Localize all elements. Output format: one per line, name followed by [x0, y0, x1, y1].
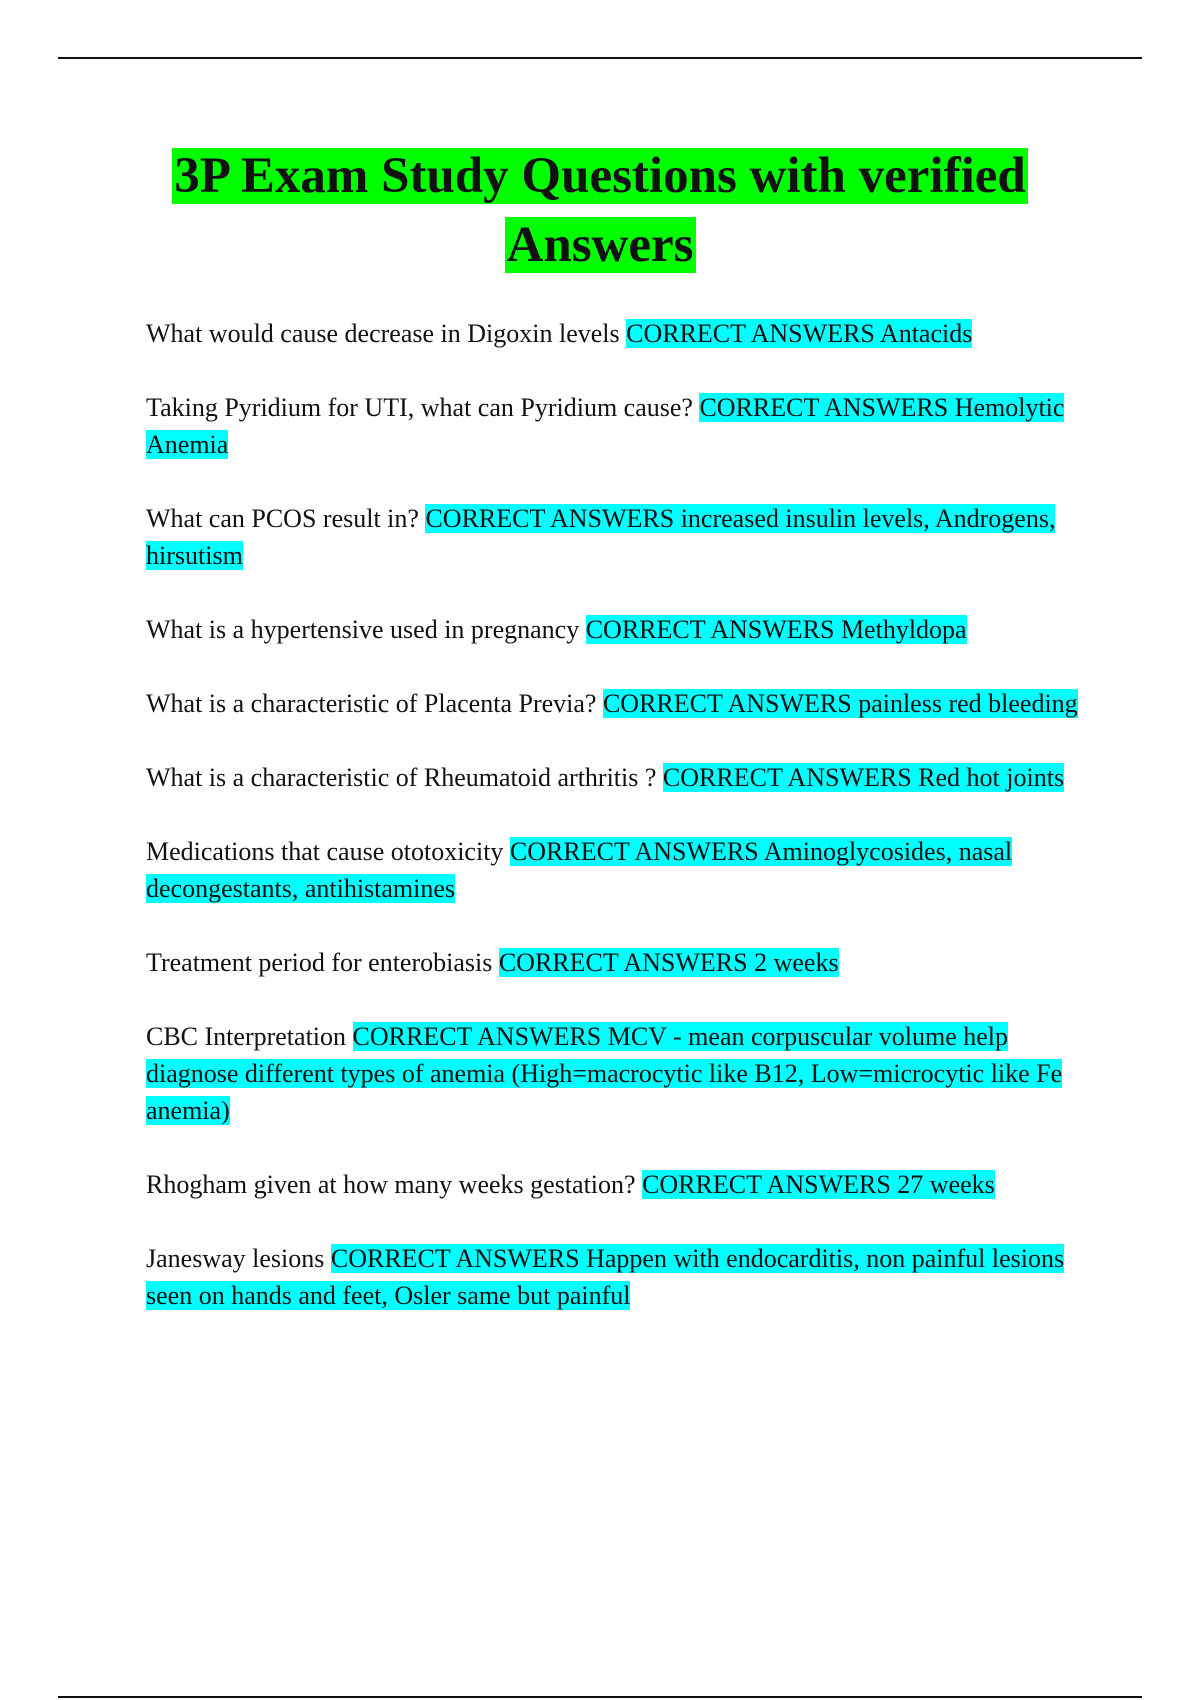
answer-text: CORRECT ANSWERS Antacids	[626, 319, 973, 348]
question-text: Medications that cause ototoxicity	[146, 837, 504, 866]
qa-item	[146, 315, 1091, 352]
title-line-1: 3P Exam Study Questions with verified	[174, 148, 1026, 204]
question-text: What is a characteristic of Rheumatoid arthritis ?	[146, 763, 657, 792]
question-text: What would cause decrease in Digoxin levels	[146, 319, 620, 348]
question-text: Treatment period for enterobiasis	[146, 948, 493, 977]
top-rule	[58, 57, 1142, 59]
qa-item	[146, 833, 1091, 907]
question-text: Taking Pyridium for UTI, what can Pyridium cause?	[146, 393, 693, 422]
question-text: Rhogham given at how many weeks gestation?	[146, 1170, 636, 1199]
qa-item	[146, 1240, 1091, 1314]
qa-item	[146, 611, 1091, 648]
question-text: Janesway lesions	[146, 1244, 325, 1273]
qa-item	[146, 1166, 1091, 1203]
answer-text: CORRECT ANSWERS Happen with endocarditis, non painful lesions seen on hands and feet, Osler same but painful	[146, 1244, 1065, 1310]
answer-text: CORRECT ANSWERS Aminoglycosides, nasal decongestants, antihistamines	[146, 837, 1013, 903]
answer-text: CORRECT ANSWERS Methyldopa	[585, 615, 967, 644]
question-text: What can PCOS result in?	[146, 504, 419, 533]
bottom-rule	[58, 1696, 1142, 1698]
answer-text: CORRECT ANSWERS Hemolytic Anemia	[146, 393, 1065, 459]
answer-text: CORRECT ANSWERS painless red bleeding	[602, 689, 1078, 718]
qa-item	[146, 759, 1091, 796]
qa-item	[146, 389, 1091, 463]
qa-item	[146, 685, 1091, 722]
question-text: What is a hypertensive used in pregnancy	[146, 615, 580, 644]
qa-item	[146, 944, 1091, 981]
question-text: What is a characteristic of Placenta Previa?	[146, 689, 597, 718]
question-text: CBC Interpretation	[146, 1022, 347, 1051]
qa-item	[146, 500, 1091, 574]
document-title	[100, 142, 1100, 280]
qa-item	[146, 1018, 1091, 1129]
answer-text: CORRECT ANSWERS 2 weeks	[498, 948, 839, 977]
title-line-2: Answers	[506, 217, 694, 273]
answer-text: CORRECT ANSWERS increased insulin levels, Androgens, hirsutism	[146, 504, 1056, 570]
answer-text: CORRECT ANSWERS MCV - mean corpuscular volume help diagnose different types of anemia (High=macrocytic like B12, Low=microcytic like Fe anemia)	[146, 1022, 1063, 1125]
answer-text: CORRECT ANSWERS 27 weeks	[642, 1170, 995, 1199]
question-answer-list	[146, 315, 1091, 1351]
answer-text: CORRECT ANSWERS Red hot joints	[662, 763, 1065, 792]
